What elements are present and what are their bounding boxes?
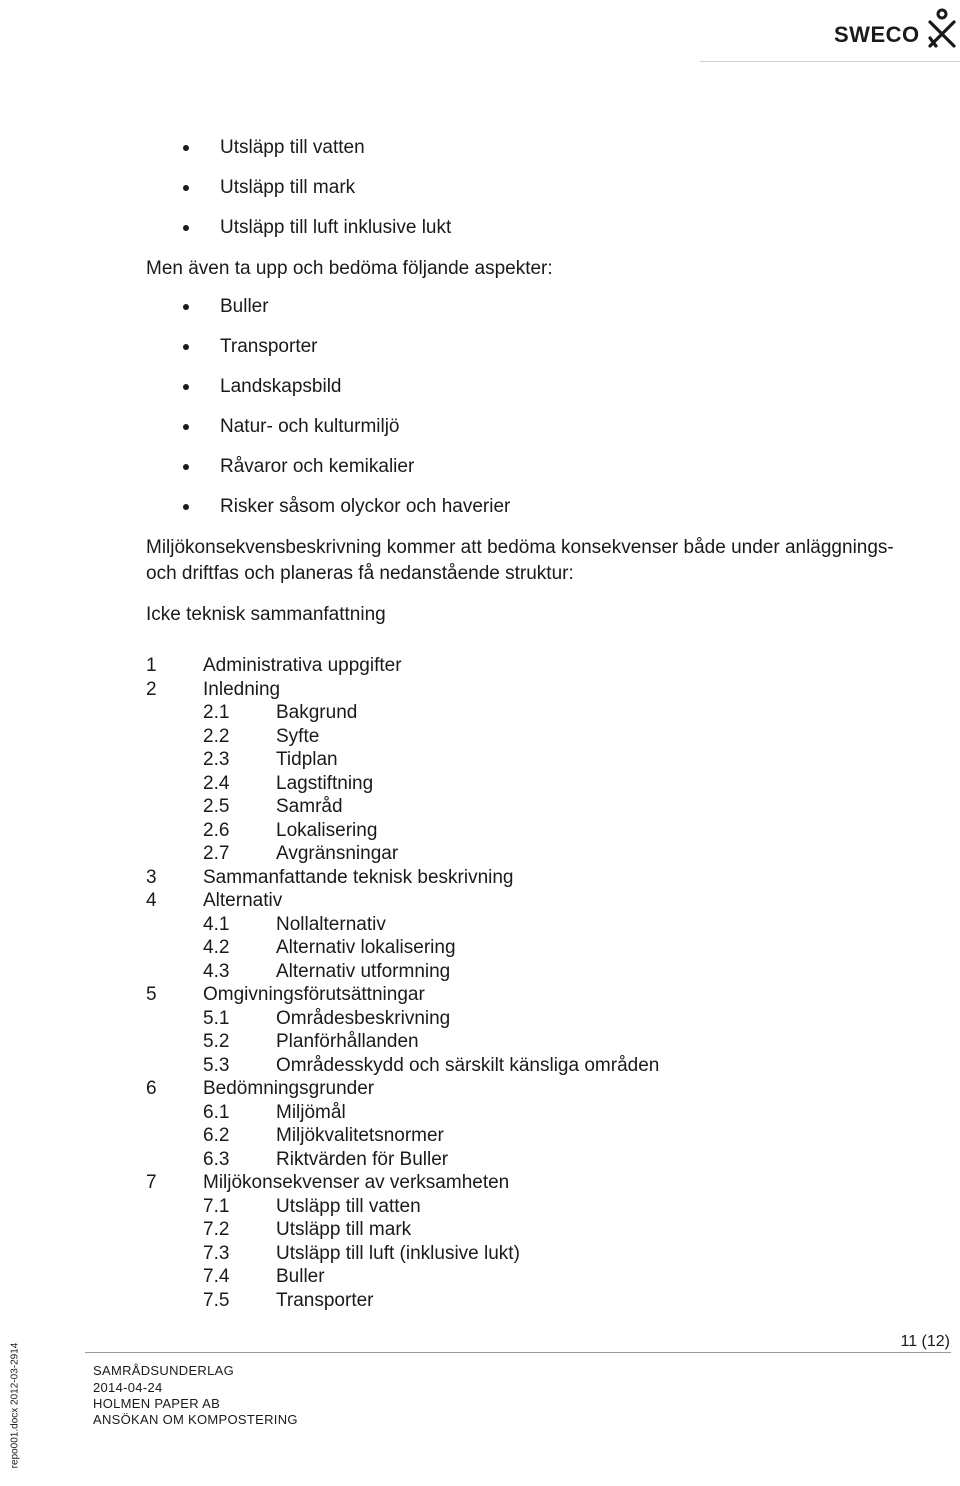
- list-item: [220, 456, 414, 478]
- toc-entry-title: Områdesskydd och särskilt känsliga områden: [276, 1055, 660, 1076]
- toc-entry-title: Miljökonsekvenser av verksamheten: [203, 1172, 510, 1193]
- toc-entry-title: Avgränsningar: [276, 843, 399, 864]
- toc-entry-number: 3: [146, 867, 157, 888]
- toc-entry-title: Syfte: [276, 726, 320, 747]
- bullet-icon: [183, 344, 189, 350]
- list-item-text: Råvaror och kemikalier: [220, 456, 415, 477]
- toc-entry-number: 5.1: [203, 1008, 230, 1029]
- toc-entry-number: 6.2: [203, 1125, 230, 1146]
- toc-entry-title: Alternativ: [203, 890, 283, 911]
- bullet-icon: [183, 304, 189, 310]
- toc-entry-number: 7.5: [203, 1290, 230, 1311]
- toc-entry-number: 7.4: [203, 1266, 230, 1287]
- toc-entry-number: 6.1: [203, 1102, 230, 1123]
- list-item-text: Transporter: [220, 336, 318, 357]
- toc-entry-number: 7.1: [203, 1196, 230, 1217]
- toc-entry-number: 6.3: [203, 1149, 230, 1170]
- toc-entry-title: Utsläpp till luft (inklusive lukt): [276, 1243, 520, 1264]
- toc-entry-title: Planförhållanden: [276, 1031, 419, 1052]
- toc-entry-number: 2: [146, 679, 157, 700]
- paragraph-structure-line1: Miljökonsekvensbeskrivning kommer att bedöma konsekvenser både under anläggnings-: [146, 537, 894, 558]
- footer-date: 2014-04-24: [93, 1380, 163, 1395]
- toc-entry-title: Utsläpp till vatten: [276, 1196, 421, 1217]
- list-item: [220, 177, 355, 199]
- toc-entry-number: 5.2: [203, 1031, 230, 1052]
- toc-entry-title: Miljömål: [276, 1102, 346, 1123]
- toc-entry-number: 2.3: [203, 749, 230, 770]
- toc-entry-number: 4.3: [203, 961, 230, 982]
- bullet-icon: [183, 384, 189, 390]
- sweco-mark-icon: [926, 8, 958, 48]
- toc-entry-title: Lokalisering: [276, 820, 378, 841]
- paragraph-structure-line2: och driftfas och planeras få nedanstående struktur:: [146, 563, 574, 584]
- toc-entry-title: Administrativa uppgifter: [203, 655, 402, 676]
- toc-entry-title: Samråd: [276, 796, 343, 817]
- toc-entry-title: Lagstiftning: [276, 773, 374, 794]
- header-rule: [700, 61, 960, 62]
- list-item-text: Buller: [220, 296, 269, 317]
- toc-entry-title: Sammanfattande teknisk beskrivning: [203, 867, 514, 888]
- toc-entry-title: Buller: [276, 1266, 325, 1287]
- toc-entry-title: Områdesbeskrivning: [276, 1008, 451, 1029]
- list-item: [220, 336, 318, 358]
- toc-entry-number: 5: [146, 984, 157, 1005]
- paragraph-summary: Icke teknisk sammanfattning: [146, 604, 386, 625]
- footer-subject: ANSÖKAN OM KOMPOSTERING: [93, 1412, 298, 1427]
- footer-rule: [85, 1352, 951, 1353]
- toc-entry-number: 4.1: [203, 914, 230, 935]
- toc-entry-number: 4.2: [203, 937, 230, 958]
- toc-entry-title: Inledning: [203, 679, 281, 700]
- footer-company: HOLMEN PAPER AB: [93, 1396, 221, 1411]
- toc-entry-number: 7.3: [203, 1243, 230, 1264]
- toc-entry-title: Utsläpp till mark: [276, 1219, 412, 1240]
- toc-entry-title: Bedömningsgrunder: [203, 1078, 375, 1099]
- bullet-icon: [183, 225, 189, 231]
- bullet-icon: [183, 464, 189, 470]
- list-item: [220, 496, 510, 518]
- toc-entry-number: 1: [146, 655, 157, 676]
- toc-entry-number: 6: [146, 1078, 157, 1099]
- list-item: [220, 376, 341, 398]
- toc-entry-number: 4: [146, 890, 157, 911]
- bullet-icon: [183, 504, 189, 510]
- toc-entry-number: 2.6: [203, 820, 230, 841]
- toc-entry-number: 2.7: [203, 843, 230, 864]
- toc-entry-title: Alternativ lokalisering: [276, 937, 456, 958]
- toc-entry-number: 2.4: [203, 773, 230, 794]
- toc-entry-title: Transporter: [276, 1290, 374, 1311]
- list-item-text: Landskapsbild: [220, 376, 342, 397]
- toc-entry-title: Omgivningsförutsättningar: [203, 984, 425, 1005]
- toc-entry-number: 2.5: [203, 796, 230, 817]
- paragraph-aspects: Men även ta upp och bedöma följande aspekter:: [146, 258, 553, 279]
- toc-entry-title: Bakgrund: [276, 702, 358, 723]
- side-document-reference: repo001.docx 2012-03-2914: [9, 1342, 21, 1469]
- list-item: [220, 217, 451, 239]
- list-item: [220, 296, 269, 318]
- list-item-text: Utsläpp till vatten: [220, 137, 365, 158]
- toc-entry-number: 7: [146, 1172, 157, 1193]
- footer-doc-type: SAMRÅDSUNDERLAG: [93, 1363, 235, 1378]
- toc-entry-number: 7.2: [203, 1219, 230, 1240]
- list-item: [220, 416, 400, 438]
- list-item-text: Utsläpp till mark: [220, 177, 356, 198]
- toc-entry-number: 2.2: [203, 726, 230, 747]
- logo-text: SWECO: [834, 22, 920, 47]
- list-item-text: Risker såsom olyckor och haverier: [220, 496, 511, 517]
- list-item-text: Utsläpp till luft inklusive lukt: [220, 217, 452, 238]
- bullet-icon: [183, 424, 189, 430]
- toc-entry-title: Miljökvalitetsnormer: [276, 1125, 444, 1146]
- toc-entry-title: Tidplan: [276, 749, 338, 770]
- toc-entry-title: Nollalternativ: [276, 914, 386, 935]
- toc-entry-title: Riktvärden för Buller: [276, 1149, 449, 1170]
- toc-entry-title: Alternativ utformning: [276, 961, 451, 982]
- bullet-icon: [183, 185, 189, 191]
- toc-entry-number: 2.1: [203, 702, 230, 723]
- sweco-logo: [834, 8, 958, 48]
- toc-entry-number: 5.3: [203, 1055, 230, 1076]
- bullet-icon: [183, 145, 189, 151]
- page-number: 11 (12): [900, 1333, 950, 1350]
- list-item-text: Natur- och kulturmiljö: [220, 416, 400, 437]
- list-item: [220, 137, 365, 159]
